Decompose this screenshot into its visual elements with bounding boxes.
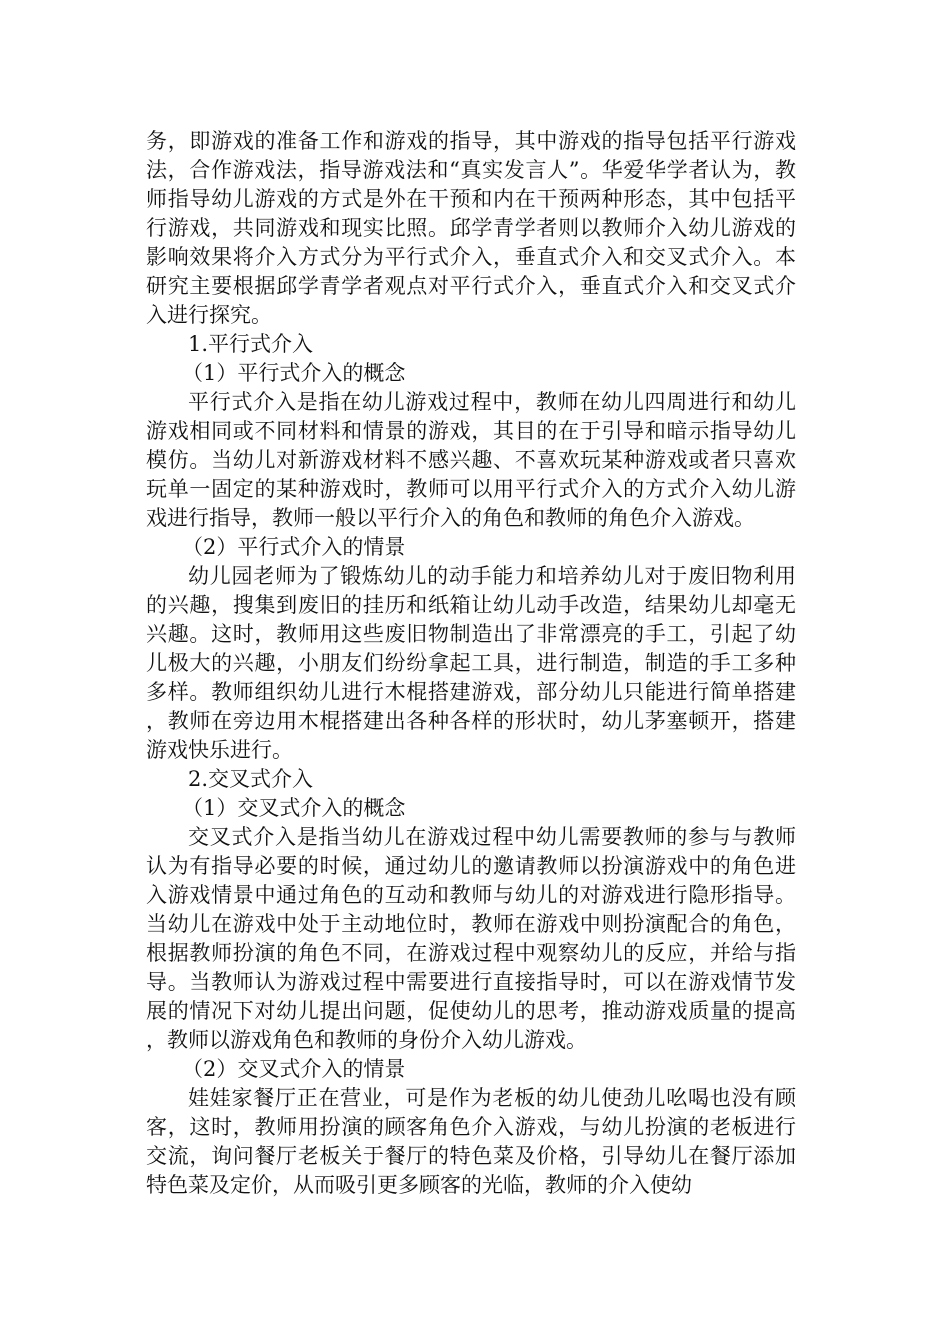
subsection-heading: （1）平行式介入的概念 <box>182 361 406 385</box>
body-paragraph: 平行式介入是指在幼儿游戏过程中，教师在幼儿四周进行和幼儿游戏相同或不同材料和情景的游戏，其目的在于引导和暗示指导幼儿模仿。当幼儿对新游戏材料不感兴趣、不喜欢玩某种游戏或者只喜欢玩单一固定的某种游戏时，教师可以用平行式介入的方式介入幼儿游戏进行指导，教师一般以平行介入的角色和教师的角色介入游戏。 <box>146 390 796 530</box>
body-paragraph: 交叉式介入是指当幼儿在游戏过程中幼儿需要教师的参与与教师认为有指导必要的时候，通过幼儿的邀请教师以扮演游戏中的角色进入游戏情景中通过角色的互动和教师与幼儿的对游戏进行隐形指导。当幼儿在游戏中处于主动地位时，教师在游戏中则扮演配合的角色，根据教师扮演的角色不同，在游戏过程中观察幼儿的反应，并给与指导。当教师认为游戏过程中需要进行直接指导时，可以在游戏情节发展的情况下对幼儿提出问题，促使幼儿的思考，推动游戏质量的提高，教师以游戏角色和教师的身份介入幼儿游戏。 <box>146 825 796 1052</box>
subsection-heading: （2）平行式介入的情景 <box>182 535 406 559</box>
section-heading: 1.平行式介入 <box>188 332 314 356</box>
document-page <box>146 127 796 1200</box>
subsection-heading: （1）交叉式介入的概念 <box>182 796 406 820</box>
body-paragraph: 幼儿园老师为了锻炼幼儿的动手能力和培养幼儿对于废旧物利用的兴趣，搜集到废旧的挂历和纸箱让幼儿动手改造，结果幼儿却毫无兴趣。这时，教师用这些废旧物制造出了非常漂亮的手工，引起了幼儿极大的兴趣，小朋友们纷纷拿起工具，进行制造，制造的手工多种多样。教师组织幼儿进行木棍搭建游戏，部分幼儿只能进行简单搭建，教师在旁边用木棍搭建出各种各样的形状时，幼儿茅塞顿开，搭建游戏快乐进行。 <box>146 564 796 762</box>
section-heading: 2.交叉式介入 <box>188 767 314 791</box>
subsection-heading: （2）交叉式介入的情景 <box>182 1057 406 1081</box>
body-paragraph: 务，即游戏的准备工作和游戏的指导，其中游戏的指导包括平行游戏法，合作游戏法，指导游戏法和“真实发言人”。华爱华学者认为，教师指导幼儿游戏的方式是外在干预和内在干预两种形态，其中包括平行游戏，共同游戏和现实比照。邱学青学者则以教师介入幼儿游戏的影响效果将介入方式分为平行式介入，垂直式介入和交叉式介入。本研究主要根据邱学青学者观点对平行式介入，垂直式介入和交叉式介入进行探究。 <box>146 129 796 327</box>
body-paragraph: 娃娃家餐厅正在营业，可是作为老板的幼儿使劲儿吆喝也没有顾客，这时，教师用扮演的顾客角色介入游戏，与幼儿扮演的老板进行交流，询问餐厅老板关于餐厅的特色菜及价格，引导幼儿在餐厅添加特色菜及定价，从而吸引更多顾客的光临，教师的介入使幼 <box>146 1086 796 1197</box>
